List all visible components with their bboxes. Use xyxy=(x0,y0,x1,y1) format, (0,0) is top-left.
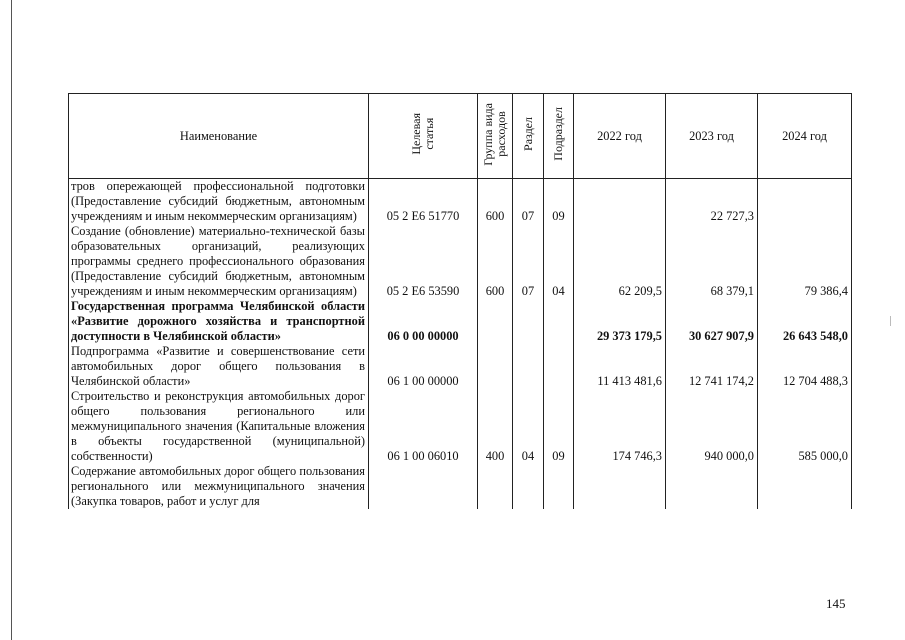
row-value-2022: 29 373 179,5 xyxy=(574,299,666,344)
table-body xyxy=(69,179,852,510)
row-value-2023: 22 727,3 xyxy=(666,179,758,225)
row-subsection xyxy=(544,344,574,389)
row-subsection: 09 xyxy=(544,179,574,225)
row-subsection: 09 xyxy=(544,389,574,464)
row-section: 07 xyxy=(513,179,544,225)
header-2024: 2024 год xyxy=(758,94,852,179)
row-value-2022 xyxy=(574,179,666,225)
header-subsection xyxy=(544,94,574,179)
table-row xyxy=(69,299,852,344)
row-value-2024: 26 643 548,0 xyxy=(758,299,852,344)
row-section: 07 xyxy=(513,224,544,299)
row-group xyxy=(478,299,513,344)
row-value-2022 xyxy=(574,464,666,509)
page-edge-line xyxy=(11,0,12,640)
row-subsection xyxy=(544,299,574,344)
table-row xyxy=(69,344,852,389)
row-group: 400 xyxy=(478,389,513,464)
header-2022: 2022 год xyxy=(574,94,666,179)
row-value-2024 xyxy=(758,464,852,509)
row-group: 600 xyxy=(478,224,513,299)
header-2023: 2023 год xyxy=(666,94,758,179)
row-subsection: 04 xyxy=(544,224,574,299)
row-value-2023 xyxy=(666,464,758,509)
row-value-2023: 30 627 907,9 xyxy=(666,299,758,344)
row-target-code xyxy=(369,464,478,509)
table-row xyxy=(69,179,852,225)
page-number: 145 xyxy=(826,596,846,611)
scan-mark xyxy=(890,316,891,326)
row-name: Подпрограмма «Развитие и совершенствование сети автомобильных дорог общего пользования в Челябинской области» xyxy=(69,344,369,389)
row-value-2024 xyxy=(758,179,852,225)
row-value-2023: 68 379,1 xyxy=(666,224,758,299)
row-target-code: 06 0 00 00000 xyxy=(369,299,478,344)
row-section xyxy=(513,464,544,509)
row-target-code: 05 2 Е6 51770 xyxy=(369,179,478,225)
header-target xyxy=(369,94,478,179)
row-name: Строительство и реконструкция автомобильных дорог общего пользования регионального или межмуниципального значения (Капитальные вложения в объекты государственной (муниципальной) собственности) xyxy=(69,389,369,464)
header-target-label: Целевая статья xyxy=(409,113,436,155)
row-name: Создание (обновление) материально-технической базы образовательных организаций, реализующих программы среднего профессионального образования (Предоставление субсидий бюджетным, автономным учреждениям и иным некоммерческим организациям) xyxy=(69,224,369,299)
budget-table xyxy=(68,93,852,509)
row-value-2022: 174 746,3 xyxy=(574,389,666,464)
header-group xyxy=(478,94,513,179)
table-row xyxy=(69,389,852,464)
row-section: 04 xyxy=(513,389,544,464)
row-value-2024: 12 704 488,3 xyxy=(758,344,852,389)
row-section xyxy=(513,344,544,389)
row-target-code: 06 1 00 06010 xyxy=(369,389,478,464)
row-value-2024: 585 000,0 xyxy=(758,389,852,464)
row-target-code: 05 2 Е6 53590 xyxy=(369,224,478,299)
row-value-2024: 79 386,4 xyxy=(758,224,852,299)
header-section-label: Раздел xyxy=(520,117,535,151)
header-subsection-label: Подраздел xyxy=(551,107,565,161)
table-row xyxy=(69,224,852,299)
row-name: Государственная программа Челябинской области «Развитие дорожного хозяйства и транспортной доступности в Челябинской области» xyxy=(69,299,369,344)
row-value-2023: 12 741 174,2 xyxy=(666,344,758,389)
row-group xyxy=(478,344,513,389)
table-row xyxy=(69,464,852,509)
header-section xyxy=(513,94,544,179)
row-section xyxy=(513,299,544,344)
row-name: Содержание автомобильных дорог общего пользования регионального или межмуниципального значения (Закупка товаров, работ и услуг для xyxy=(69,464,369,509)
row-group: 600 xyxy=(478,179,513,225)
row-value-2022: 11 413 481,6 xyxy=(574,344,666,389)
row-value-2022: 62 209,5 xyxy=(574,224,666,299)
header-group-label: Группа вида расходов xyxy=(481,102,508,166)
header-name: Наименование xyxy=(69,94,369,179)
row-name: тров опережающей профессиональной подготовки (Предоставление субсидий бюджетным, автономным учреждениям и иным некоммерческим организациям) xyxy=(69,179,369,225)
row-subsection xyxy=(544,464,574,509)
row-target-code: 06 1 00 00000 xyxy=(369,344,478,389)
table-header-row xyxy=(69,94,852,179)
row-group xyxy=(478,464,513,509)
row-value-2023: 940 000,0 xyxy=(666,389,758,464)
